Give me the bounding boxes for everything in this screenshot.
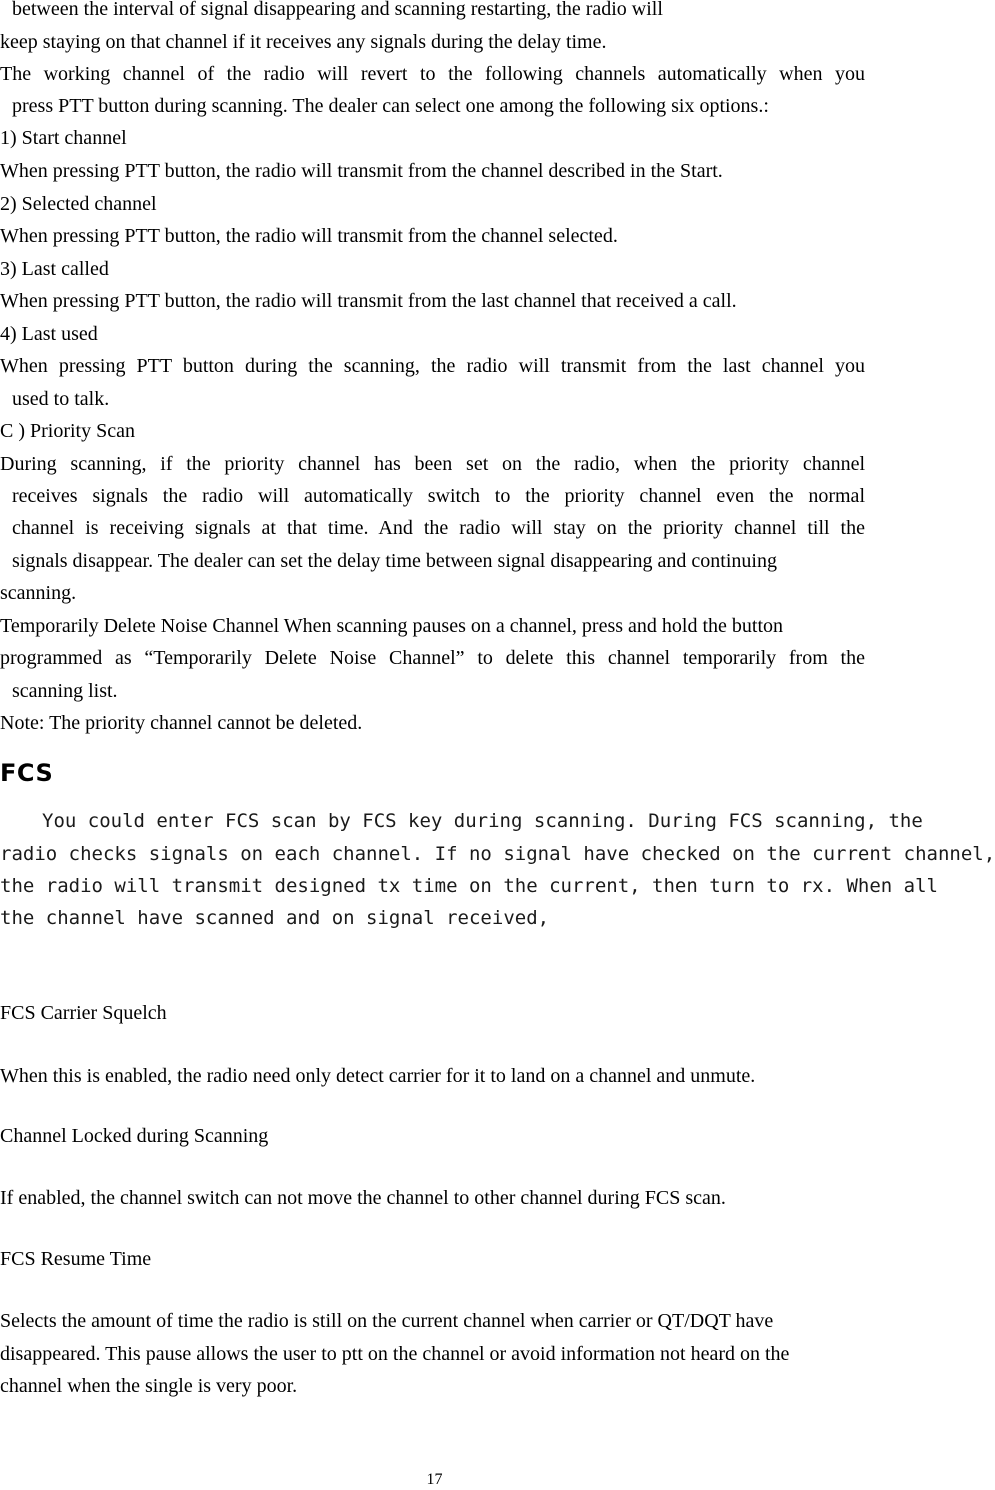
section-body: disappeared. This pause allows the user to ptt on the channel or avoid information not heard on the [0,1343,790,1365]
page-number: 17 [426,1471,443,1488]
body-line: During scanning, if the priority channel has been set on the radio, when the priority channel [0,453,865,475]
list-item-heading: 4) Last used [0,323,98,345]
body-line: scanning. [0,582,77,604]
body-line: The working channel of the radio will revert to the following channels automatically when you [0,63,865,85]
fcs-paragraph-line: You could enter FCS scan by FCS key during scanning. During FCS scanning, the [42,810,923,832]
subsection-heading: C ) Priority Scan [0,420,135,442]
body-line: programmed as “Temporarily Delete Noise Channel” to delete this channel temporarily from the [0,647,865,669]
body-line: between the interval of signal disappearing and scanning restarting, the radio will [12,0,663,20]
body-line: channel is receiving signals at that time. And the radio will stay on the priority channel till the [12,517,865,539]
body-line: When pressing PTT button, the radio will transmit from the channel selected. [0,225,618,247]
list-item-heading: 3) Last called [0,258,109,280]
body-line: When pressing PTT button, the radio will transmit from the last channel that received a call. [0,290,737,312]
section-title: Channel Locked during Scanning [0,1125,269,1147]
list-item-heading: 1) Start channel [0,127,127,149]
section-body: Selects the amount of time the radio is still on the current channel when carrier or QT/DQT have [0,1310,774,1332]
section-title: FCS Resume Time [0,1248,152,1270]
body-line: receives signals the radio will automatically switch to the priority channel even the normal [12,485,865,507]
fcs-paragraph-line: radio checks signals on each channel. If no signal have checked on the current channel, [0,843,995,865]
body-line: signals disappear. The dealer can set the delay time between signal disappearing and continuing [12,550,777,572]
body-line: used to talk. [12,388,110,410]
note-line: Note: The priority channel cannot be deleted. [0,712,363,734]
list-item-heading: 2) Selected channel [0,193,157,215]
fcs-paragraph-line: the radio will transmit designed tx time on the current, then turn to rx. When all [0,875,938,897]
section-body: If enabled, the channel switch can not move the channel to other channel during FCS scan. [0,1187,726,1209]
section-body: channel when the single is very poor. [0,1375,298,1397]
body-line: When pressing PTT button during the scanning, the radio will transmit from the last channel you [0,355,865,377]
body-line: Temporarily Delete Noise Channel When scanning pauses on a channel, press and hold the button [0,615,784,637]
body-line: press PTT button during scanning. The dealer can select one among the following six options.: [12,95,769,117]
section-body: When this is enabled, the radio need only detect carrier for it to land on a channel and unmute. [0,1065,756,1087]
section-title: FCS Carrier Squelch [0,1002,167,1024]
body-line: When pressing PTT button, the radio will transmit from the channel described in the Start. [0,160,723,182]
body-line: scanning list. [12,680,118,702]
body-line: keep staying on that channel if it receives any signals during the delay time. [0,31,607,53]
fcs-paragraph-line: the channel have scanned and on signal received, [0,907,550,929]
section-heading-fcs: FCS [0,759,54,787]
